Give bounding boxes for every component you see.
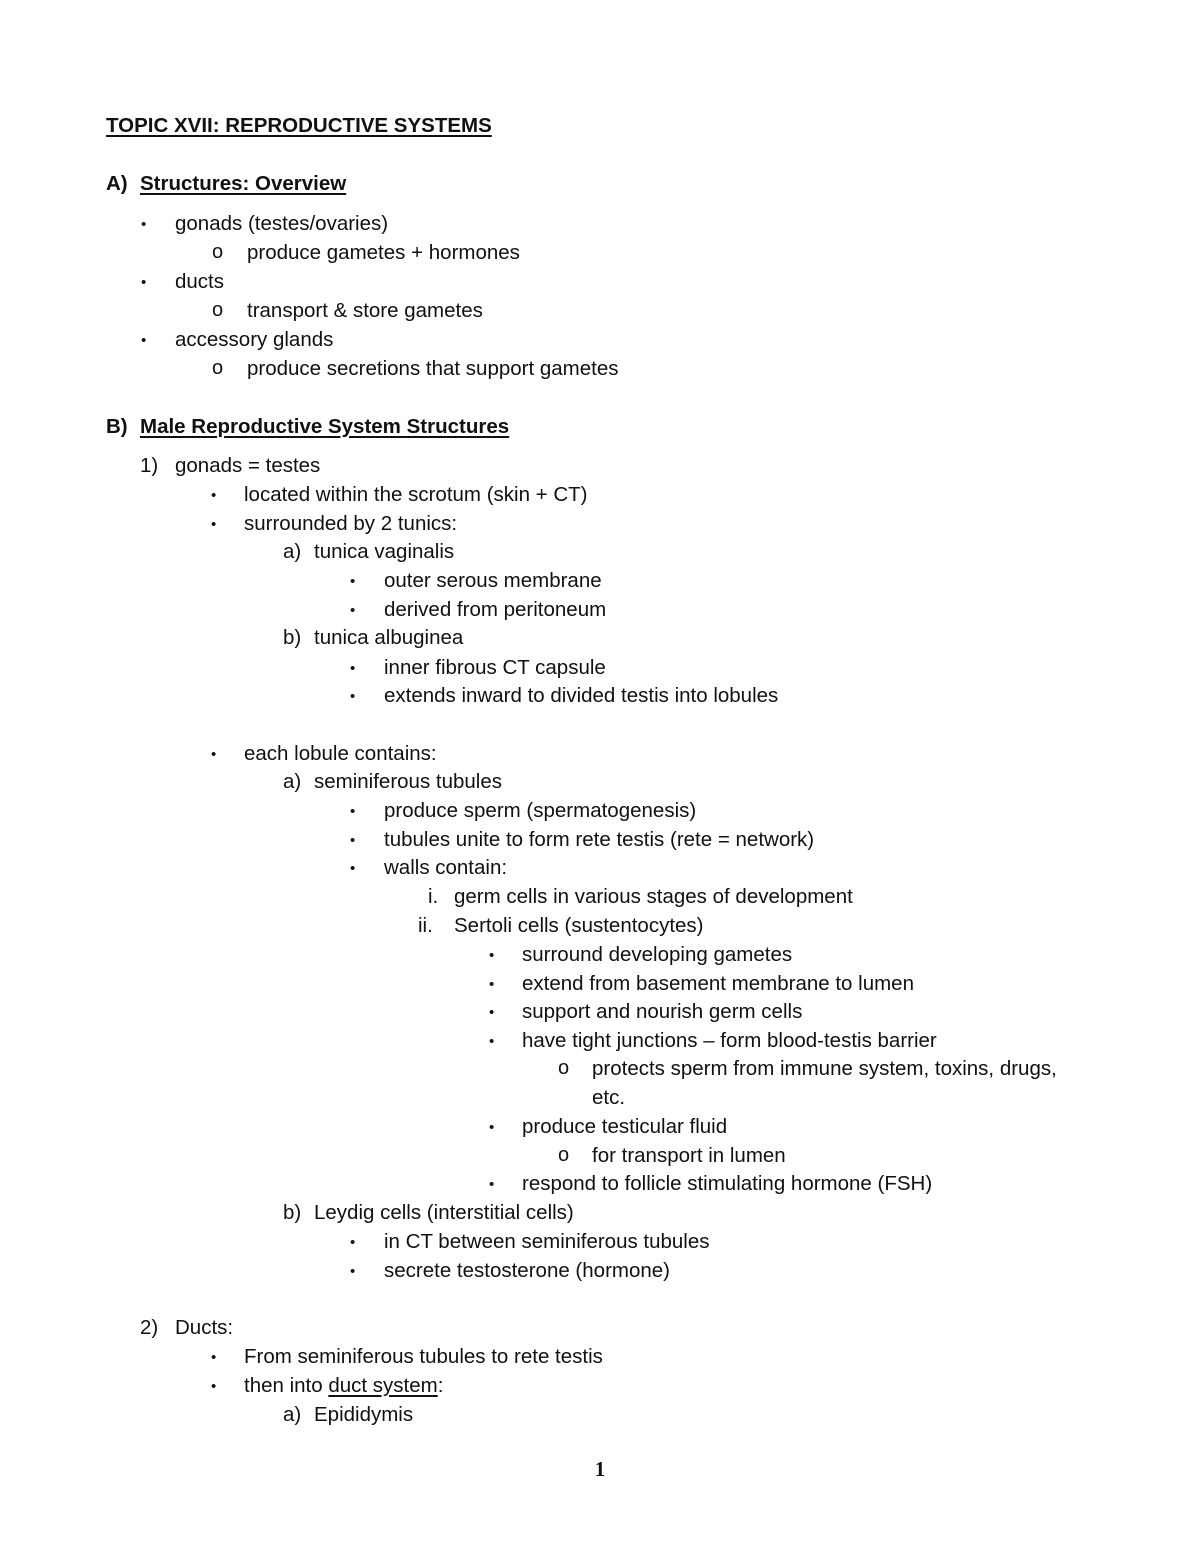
circle-bullet-icon: o [212,299,224,321]
bullet-icon: • [211,1378,217,1395]
duct-system-term: duct system [328,1374,438,1397]
bullet-icon: • [350,832,356,849]
bullet-icon: • [350,660,356,677]
bullet-icon: • [141,274,147,291]
bullet-icon: • [141,332,147,349]
bullet-icon: • [489,1004,495,1021]
page-number: 1 [594,1457,606,1481]
bullet-icon: • [141,216,147,233]
bullet-icon: • [489,1119,495,1136]
document-page: TOPIC XVII: REPRODUCTIVE SYSTEMS A) Structures: Overview • gonads (testes/ovaries) o produce gametes + hormones • ducts o transport & store gametes • accessory glands o produce secretions that support gametes B) Male Reproductive System Structures 1) gonads = testes • located within the scrotum (skin + CT) • surrounded by 2 tunics: a) tunica vaginalis • outer serous membrane • derived from peritoneum b) tunica albuginea • inner fibrous CT capsule • extends inward to divided testis into lobules • each lobule contains: a) seminiferous tubules • produce sperm (spermatogenesis) • tubules unite to form rete testis (rete = network) • walls contain: i. germ cells in various stages of development ii. Sertoli cells (sustentocytes) • surround developing gametes • extend from basement membrane to lumen • support and nourish germ cells • have tight junctions – form blood-testis barrier o protects sperm from immune system, toxins, drugs, etc. • produce testicular fluid o for transport in lumen • respond to follicle stimulating hormone (FSH) b) Leydig cells (interstitial cells) • in CT between seminiferous tubules • secrete testosterone (hormone) 2) Ducts: • From seminiferous tubules to rete testis • then into duct system: a) Epididymis 1 [0,0,1200,1553]
bullet-icon: • [211,516,217,533]
bullet-icon: • [350,803,356,820]
bullet-icon: • [489,1033,495,1050]
bullet-icon: • [489,947,495,964]
circle-bullet-icon: o [212,241,224,263]
bullet-icon: • [211,487,217,504]
bullet-icon: • [211,746,217,763]
circle-bullet-icon: o [558,1144,570,1166]
bullet-icon: • [489,1176,495,1193]
bullet-icon: • [350,602,356,619]
bullet-icon: • [350,860,356,877]
bullet-icon: • [489,976,495,993]
bullet-icon: • [350,573,356,590]
bullet-icon: • [350,1234,356,1251]
bullet-icon: • [350,1263,356,1280]
bullet-icon: • [211,1349,217,1366]
circle-bullet-icon: o [558,1057,570,1079]
bullet-icon: • [350,688,356,705]
circle-bullet-icon: o [212,357,224,379]
